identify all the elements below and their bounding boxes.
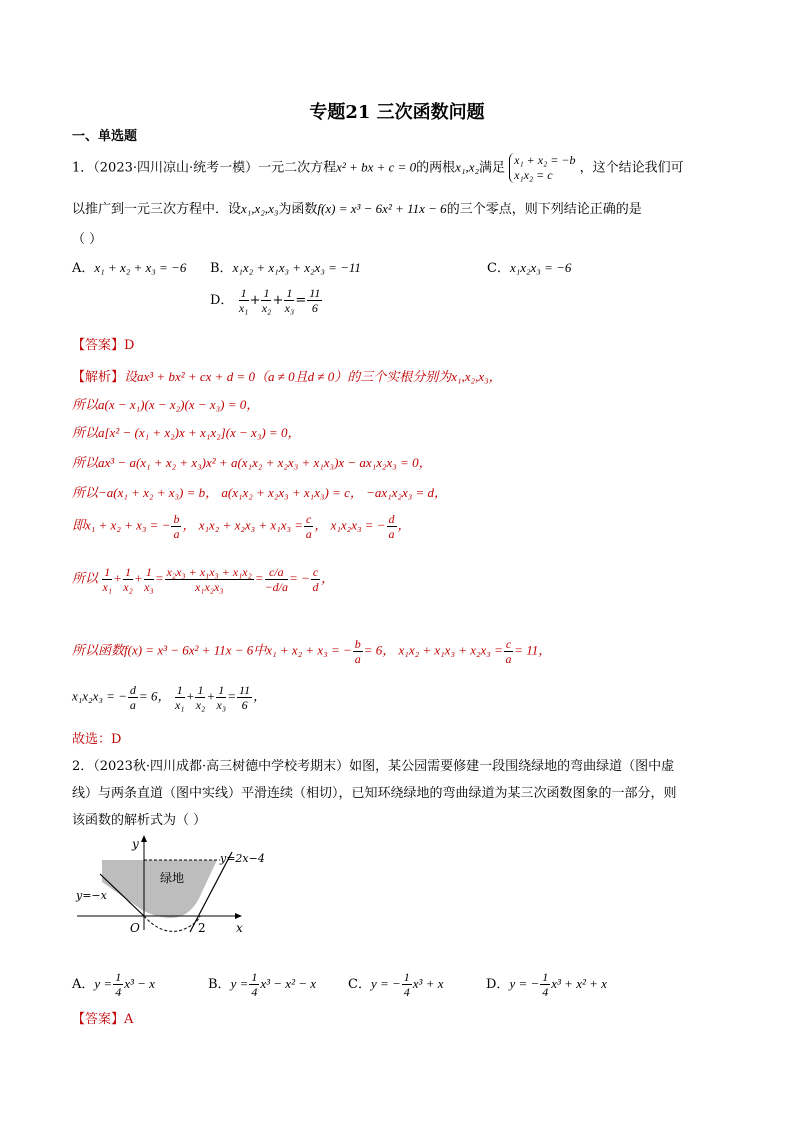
denominator: a — [173, 527, 180, 541]
step-text: 即x₁ + x₂ + x₃ = − — [72, 517, 171, 533]
fraction — [307, 286, 322, 315]
denominator: x₂ — [261, 301, 272, 315]
numerator: 11 — [239, 683, 251, 697]
option-text: y = − — [509, 976, 540, 991]
q1-stem-c: 满足 — [479, 160, 506, 176]
option-label: B． — [208, 977, 231, 992]
plus-sign: + — [249, 293, 261, 308]
numerator: b — [354, 637, 361, 651]
function: f(x) = x³ − 6x² + 11x − 6 — [124, 642, 254, 658]
q1-line2 — [72, 198, 642, 217]
fraction — [311, 565, 320, 594]
step-text: 所以 — [72, 570, 99, 586]
equals-sign: = — [295, 293, 307, 308]
denominator: 6 — [311, 301, 318, 315]
fig-green-label: 绿地 — [160, 871, 185, 885]
fraction — [123, 565, 133, 594]
denominator: x₃ — [144, 580, 154, 594]
denominator: a — [354, 652, 361, 666]
q2-line1: 2．（2023秋·四川成都·高三树德中学校考期末）如图，某公园需要修建一段围绕绿地的弯曲绿道（图中虚 — [72, 759, 675, 774]
step-text: x₁x₂x₃ = − — [72, 688, 127, 704]
numerator: 1 — [104, 565, 111, 579]
option-label: A． — [72, 261, 95, 276]
option-text: x₁ + x₂ + x₃ = −6 — [94, 260, 187, 275]
q2-line3: 该函数的解析式为（ ） — [72, 813, 207, 828]
fig-x-label: x — [236, 921, 243, 935]
fraction — [175, 683, 185, 712]
q1-eq: x² + bx + c = 0 — [336, 159, 417, 175]
q1-paren: （ ） — [72, 232, 103, 247]
analysis-text: 设ax³ + bx² + cx + d = 0（a ≠ 0且d ≠ 0）的三个实根分别为x₁,x₂,x₃， — [124, 369, 502, 384]
option-text: x³ + x — [412, 976, 444, 991]
numerator: c — [306, 512, 312, 526]
option-label: C． — [487, 261, 510, 276]
option-label: B． — [210, 261, 233, 276]
numerator: d — [129, 683, 136, 697]
fraction — [171, 512, 181, 541]
plus-sign: + — [272, 293, 284, 308]
q1-option-a — [72, 257, 186, 276]
denominator: a — [305, 527, 312, 541]
fig-two-label: 2 — [198, 921, 206, 935]
numerator: c/a — [265, 565, 288, 580]
option-text: x³ + x² + x — [551, 976, 607, 991]
q1-step-5 — [72, 512, 411, 541]
fraction — [304, 512, 313, 541]
equals-sign: = — [254, 570, 264, 586]
step-text: = 11， — [514, 642, 552, 658]
numerator: c — [505, 637, 512, 651]
denominator: x₁ — [174, 698, 185, 712]
option-text: y = — [230, 976, 249, 991]
green-area — [102, 860, 217, 918]
denominator: −d/a — [264, 580, 289, 594]
numerator: 1 — [251, 970, 258, 984]
q2-figure — [72, 832, 272, 942]
q1-sys2: x₁x₂ = c — [514, 168, 553, 182]
fraction — [237, 683, 252, 712]
q2-option-a — [72, 970, 155, 999]
numerator: 1 — [542, 970, 549, 984]
comma: ， — [397, 517, 411, 533]
q2-option-d — [486, 970, 607, 999]
numerator: 1 — [115, 970, 122, 984]
fig-origin-label: O — [130, 921, 140, 935]
q2-option-c — [348, 970, 444, 999]
numerator: 1 — [145, 565, 152, 579]
numerator: 1 — [176, 683, 183, 697]
fraction — [353, 637, 363, 666]
option-label: C． — [348, 977, 371, 992]
step-text: = − — [289, 570, 310, 586]
denominator: x₂ — [195, 698, 206, 712]
plus-sign: + — [206, 688, 216, 704]
q1-option-b — [210, 257, 361, 276]
denominator: x₂ — [123, 580, 133, 594]
q2-option-b — [208, 970, 316, 999]
denominator: x₁ — [238, 301, 249, 315]
q2-answer: 【答案】A — [72, 1012, 134, 1027]
analysis-label: 【解析】 — [72, 370, 125, 385]
numerator: c — [312, 565, 319, 579]
fig-line2-label: y=−x — [76, 889, 107, 902]
denominator: x₃ — [284, 301, 295, 315]
numerator: 1 — [240, 286, 247, 300]
fraction — [249, 970, 259, 999]
fraction — [144, 565, 154, 594]
denominator: 6 — [241, 698, 248, 712]
denominator: a — [129, 698, 136, 712]
option-text: x₁x₂x₃ = −6 — [509, 260, 572, 275]
q1-stem-d: ，这个结论我们可 — [579, 160, 684, 176]
fraction — [165, 565, 254, 594]
numerator: x₂x₃ + x₁x₃ + x₁x₂ — [166, 565, 252, 579]
denominator: 4 — [115, 985, 122, 999]
q1-step-7 — [72, 637, 551, 666]
denominator: x₃ — [216, 698, 227, 712]
q1-step-8 — [72, 683, 266, 712]
denominator: a — [388, 527, 395, 541]
denominator: 4 — [251, 985, 258, 999]
denominator: d — [312, 580, 319, 594]
fig-line1-label: y=2x−4 — [220, 852, 265, 865]
plus-sign: + — [185, 688, 195, 704]
fraction — [402, 970, 412, 999]
q1-line2-fn: f(x) = x³ − 6x² + 11x − 6 — [317, 201, 447, 216]
denominator: 4 — [403, 985, 410, 999]
option-text: y = — [94, 976, 113, 991]
fraction — [261, 286, 271, 315]
comma: ， — [253, 688, 267, 704]
q1-analysis — [72, 366, 502, 385]
numerator: 1 — [197, 683, 204, 697]
fraction — [504, 637, 513, 666]
numerator: 1 — [125, 565, 132, 579]
page-title: 专题21 三次函数问题 — [309, 102, 485, 123]
q1-step-3: 所以ax³ − a(x₁ + x₂ + x₃)x² + a(x₁x₂ + x₂x₃ + x₁x₃)x − ax₁x₂x₃ = 0， — [72, 455, 432, 470]
option-text: x₁x₂ + x₁x₃ + x₂x₃ = −11 — [232, 260, 361, 275]
numerator: 1 — [218, 683, 225, 697]
numerator: 1 — [403, 970, 410, 984]
numerator: 1 — [286, 286, 293, 300]
option-label: A． — [72, 977, 95, 992]
fraction — [540, 970, 550, 999]
fraction — [387, 512, 397, 541]
q1-stem-a: 1．（2023·四川凉山·统考一模）一元二次方程 — [72, 160, 337, 176]
q1-step-2: 所以a[x² − (x₁ + x₂)x + x₁x₂](x − x₃) = 0， — [72, 425, 301, 440]
q1-stem-b: 的两根 — [416, 160, 456, 176]
q1-line1 — [72, 153, 684, 183]
q1-option-c — [487, 257, 571, 276]
denominator: x₁x₂x₃ — [194, 580, 224, 594]
fraction — [265, 565, 288, 594]
option-label: D． — [210, 293, 234, 308]
step-text: 中x₁ + x₂ + x₃ = − — [253, 642, 352, 658]
y-axis-arrow — [141, 835, 147, 842]
q1-line2-roots: x₁,x₂,x₃ — [241, 201, 279, 216]
q1-choose: 故选：D — [72, 732, 122, 747]
fraction — [102, 565, 112, 594]
numerator: 1 — [263, 286, 270, 300]
step-text: = 6， — [138, 688, 171, 704]
denominator: 4 — [542, 985, 549, 999]
q1-sys1: x₁ + x₂ = −b — [514, 153, 576, 167]
q1-system — [509, 153, 575, 183]
option-label: D． — [486, 977, 510, 992]
comma: ， — [321, 570, 335, 586]
q1-answer: 【答案】D — [72, 338, 135, 353]
numerator: b — [173, 512, 180, 526]
plus-sign: + — [113, 570, 123, 586]
q1-line2c: 的三个零点，则下列结论正确的是 — [446, 202, 642, 217]
option-text: x³ − x² − x — [260, 976, 317, 991]
x-axis-arrow — [235, 913, 242, 919]
fraction — [113, 970, 123, 999]
step-text: = 6， x₁x₂ + x₁x₃ + x₂x₃ = — [363, 642, 503, 658]
q1-step-1: 所以a(x − x₁)(x − x₂)(x − x₃) = 0， — [72, 397, 260, 412]
option-text: x³ − x — [124, 976, 155, 991]
step-text: ， x₁x₂x₃ = − — [314, 517, 386, 533]
q2-line2: 线）与两条直道（图中实线）平滑连续（相切），已知环绕绿地的弯曲绿道为某三次函数图象的一部分，则 — [72, 786, 677, 801]
fig-y-label: y — [132, 837, 139, 851]
fraction — [216, 683, 226, 712]
q1-line2a: 以推广到一元三次方程中．设 — [72, 202, 242, 217]
option-text: y = − — [370, 976, 401, 991]
denominator: a — [505, 652, 512, 666]
equals-sign: = — [227, 688, 237, 704]
fraction — [195, 683, 205, 712]
q1-roots: x₁,x₂ — [455, 159, 480, 175]
denominator: x₁ — [102, 580, 113, 594]
q1-option-d — [210, 286, 323, 315]
numerator: d — [388, 512, 395, 526]
fraction — [284, 286, 294, 315]
equals-sign: = — [154, 570, 164, 586]
section-heading: 一、单选题 — [72, 129, 138, 144]
numerator: 11 — [309, 286, 321, 300]
fraction — [128, 683, 138, 712]
fraction — [239, 286, 249, 315]
step-text: 所以函数 — [72, 642, 125, 658]
q1-step-4: 所以−a(x₁ + x₂ + x₃) = b， a(x₁x₂ + x₂x₃ + x₁x₃) = c， −ax₁x₂x₃ = d， — [72, 485, 448, 500]
q1-step-6 — [72, 565, 334, 594]
step-text: ， x₁x₂ + x₂x₃ + x₁x₃ = — [182, 517, 304, 533]
q1-line2b: 为函数 — [278, 202, 318, 217]
plus-sign: + — [134, 570, 143, 586]
